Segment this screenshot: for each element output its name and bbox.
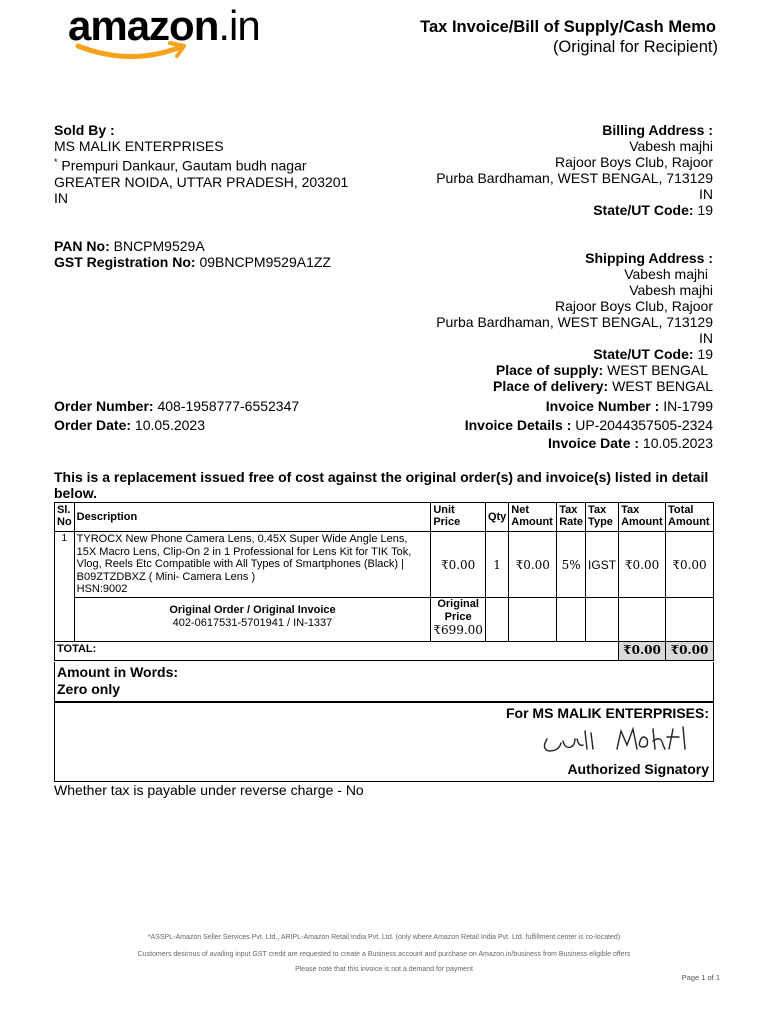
invoice-details-label: Invoice Details : xyxy=(464,417,572,433)
delivery-label: Place of delivery: xyxy=(493,378,609,394)
invoice-details: UP-2044357505-2324 xyxy=(575,417,713,433)
invoice-number-row xyxy=(546,398,713,414)
footer-line-2: Customers desirous of availing input GST credit are requested to create a Business account and purchase on Amazon.in/business from Business eligible offers xyxy=(137,951,631,958)
table-header-row xyxy=(55,503,714,532)
reverse-charge-note: Whether tax is payable under reverse charge - No xyxy=(54,782,364,798)
billing-state-code: 19 xyxy=(697,202,713,218)
header-tax-amount: Tax Amount xyxy=(619,503,666,532)
billing-label: Billing Address : xyxy=(602,122,713,138)
header-tax-rate: Tax Rate xyxy=(557,503,586,532)
amount-in-words-value: Zero only xyxy=(57,681,121,697)
header-qty: Qty xyxy=(485,503,508,532)
shipping-state xyxy=(593,346,713,362)
empty-cell xyxy=(485,598,508,642)
authorized-signatory: Authorized Signatory xyxy=(567,761,709,777)
invoice-subtitle: (Original for Recipient) xyxy=(552,38,718,56)
row-unit-price: ₹0.00 xyxy=(431,532,486,598)
row-hsn: HSN:9002 xyxy=(76,583,128,595)
original-order-label: Original Order / Original Invoice xyxy=(169,604,336,616)
order-number-label: Order Number: xyxy=(54,398,154,414)
invoice-details-row xyxy=(465,417,713,433)
empty-cell xyxy=(557,598,586,642)
gst-row xyxy=(54,254,331,270)
seller-star: * xyxy=(54,157,58,167)
table-row xyxy=(55,532,714,598)
sold-by-label: Sold By : xyxy=(54,122,115,138)
amount-in-words-box xyxy=(54,662,714,702)
footer-line-3: Please note that this invoice is not a demand for payment xyxy=(295,966,473,973)
delivery-value: WEST BENGAL xyxy=(612,378,713,394)
amazon-smile-icon xyxy=(74,40,194,62)
invoice-date: 10.05.2023 xyxy=(642,435,713,451)
header-description: Description xyxy=(74,503,431,532)
header-tax-type: Tax Type xyxy=(586,503,619,532)
row-total-amount: ₹0.00 xyxy=(666,532,714,598)
row-description xyxy=(74,532,431,598)
empty-cell xyxy=(586,598,619,642)
pan-value: BNCPM9529A xyxy=(113,238,205,254)
original-price-label: Original Price xyxy=(437,598,479,623)
logo-main: amazon xyxy=(68,2,219,49)
header-unit-price: Unit Price xyxy=(431,503,486,532)
supply-label: Place of supply: xyxy=(495,362,604,378)
billing-state-label: State/UT Code: xyxy=(593,202,694,218)
pan-label: PAN No: xyxy=(54,238,110,254)
seller-name: MS MALIK ENTERPRISES xyxy=(54,138,224,154)
items-table xyxy=(54,502,714,661)
row-tax-amount: ₹0.00 xyxy=(619,532,666,598)
order-date: 10.05.2023 xyxy=(134,417,205,433)
total-label: TOTAL: xyxy=(55,642,619,661)
place-of-delivery xyxy=(493,378,713,394)
logo-suffix: .in xyxy=(218,2,260,49)
billing-line-1: Rajoor Boys Club, Rajoor xyxy=(555,154,713,170)
billing-name: Vabesh majhi xyxy=(629,138,713,154)
row-qty: 1 xyxy=(485,532,508,598)
empty-cell xyxy=(619,598,666,642)
signature-for: For MS MALIK ENTERPRISES: xyxy=(505,705,709,721)
amazon-logo xyxy=(68,4,283,64)
shipping-label: Shipping Address : xyxy=(585,250,713,266)
billing-country: IN xyxy=(699,186,713,202)
row-tax-type: IGST xyxy=(586,532,619,598)
original-price-cell xyxy=(431,598,486,642)
header-net-amount: Net Amount xyxy=(509,503,557,532)
original-order-cell xyxy=(74,598,431,642)
row-description-text: TYROCX New Phone Camera Lens, 0.45X Super Wide Angle Lens, 15X Macro Lens, Clip-On 2 in 1 Professional for Lens Kit for TIK Tok, Vlog, Reels Etc Compatible with All Types of Smartphones (Black) | B09ZTZDBXZ ( Mini- Camera Lens ) xyxy=(76,533,412,583)
seller-address-1 xyxy=(54,154,307,174)
shipping-line-2: Purba Bardhaman, WEST BENGAL, 713129 xyxy=(436,314,713,330)
shipping-name-2: Vabesh majhi xyxy=(629,282,713,298)
invoice-number: IN-1799 xyxy=(663,398,713,414)
seller-country: IN xyxy=(54,190,68,206)
empty-cell xyxy=(666,598,714,642)
invoice-title: Tax Invoice/Bill of Supply/Cash Memo xyxy=(420,18,716,36)
row-sl: 1 xyxy=(55,532,75,642)
shipping-state-code: 19 xyxy=(697,346,713,362)
original-order-row xyxy=(55,598,714,642)
billing-state xyxy=(593,202,713,218)
seller-address-2: GREATER NOIDA, UTTAR PRADESH, 203201 xyxy=(54,174,349,190)
header-total-amount: Total Amount xyxy=(666,503,714,532)
total-tax-amount: ₹0.00 xyxy=(619,642,666,661)
row-net-amount: ₹0.00 xyxy=(509,532,557,598)
total-amount: ₹0.00 xyxy=(666,642,714,661)
original-price: ₹699.00 xyxy=(433,623,483,637)
total-row xyxy=(55,642,714,661)
order-number: 408-1958777-6552347 xyxy=(157,398,300,414)
pan-row xyxy=(54,238,205,254)
billing-line-2: Purba Bardhaman, WEST BENGAL, 713129 xyxy=(436,170,713,186)
invoice-number-label: Invoice Number : xyxy=(545,398,660,414)
amount-in-words-label: Amount in Words: xyxy=(57,664,179,680)
gst-value: 09BNCPM9529A1ZZ xyxy=(199,254,331,270)
order-number-row xyxy=(54,398,299,414)
shipping-name: Vabesh majhi xyxy=(624,266,708,282)
gst-label: GST Registration No: xyxy=(54,254,196,270)
signature-image-icon xyxy=(539,725,709,759)
invoice-date-row xyxy=(548,435,713,451)
row-tax-rate: 5% xyxy=(557,532,586,598)
footer-line-1: *ASSPL-Amazon Seller Services Pvt. Ltd., ARIPL-Amazon Retail India Pvt. Ltd. (only where Amazon Retail India Pvt. Ltd. fulfillment center is co-located) xyxy=(147,934,621,941)
supply-value: WEST BENGAL xyxy=(607,362,708,378)
header-sl: Sl. No xyxy=(55,503,75,532)
shipping-state-label: State/UT Code: xyxy=(593,346,694,362)
page-number: Page 1 of 1 xyxy=(681,973,720,982)
invoice-date-label: Invoice Date : xyxy=(548,435,640,451)
shipping-country: IN xyxy=(699,330,713,346)
replacement-note: This is a replacement issued free of cost against the original order(s) and invoice(s) listed in detail below. xyxy=(54,469,709,501)
empty-cell xyxy=(509,598,557,642)
order-date-label: Order Date: xyxy=(54,417,132,433)
shipping-line-1: Rajoor Boys Club, Rajoor xyxy=(555,298,713,314)
signature-box xyxy=(54,702,714,782)
original-order-value: 402-0617531-5701941 / IN-1337 xyxy=(172,617,333,629)
seller-address-1-text: Prempuri Dankaur, Gautam budh nagar xyxy=(61,157,307,174)
place-of-supply xyxy=(496,362,708,378)
order-date-row xyxy=(54,417,205,433)
